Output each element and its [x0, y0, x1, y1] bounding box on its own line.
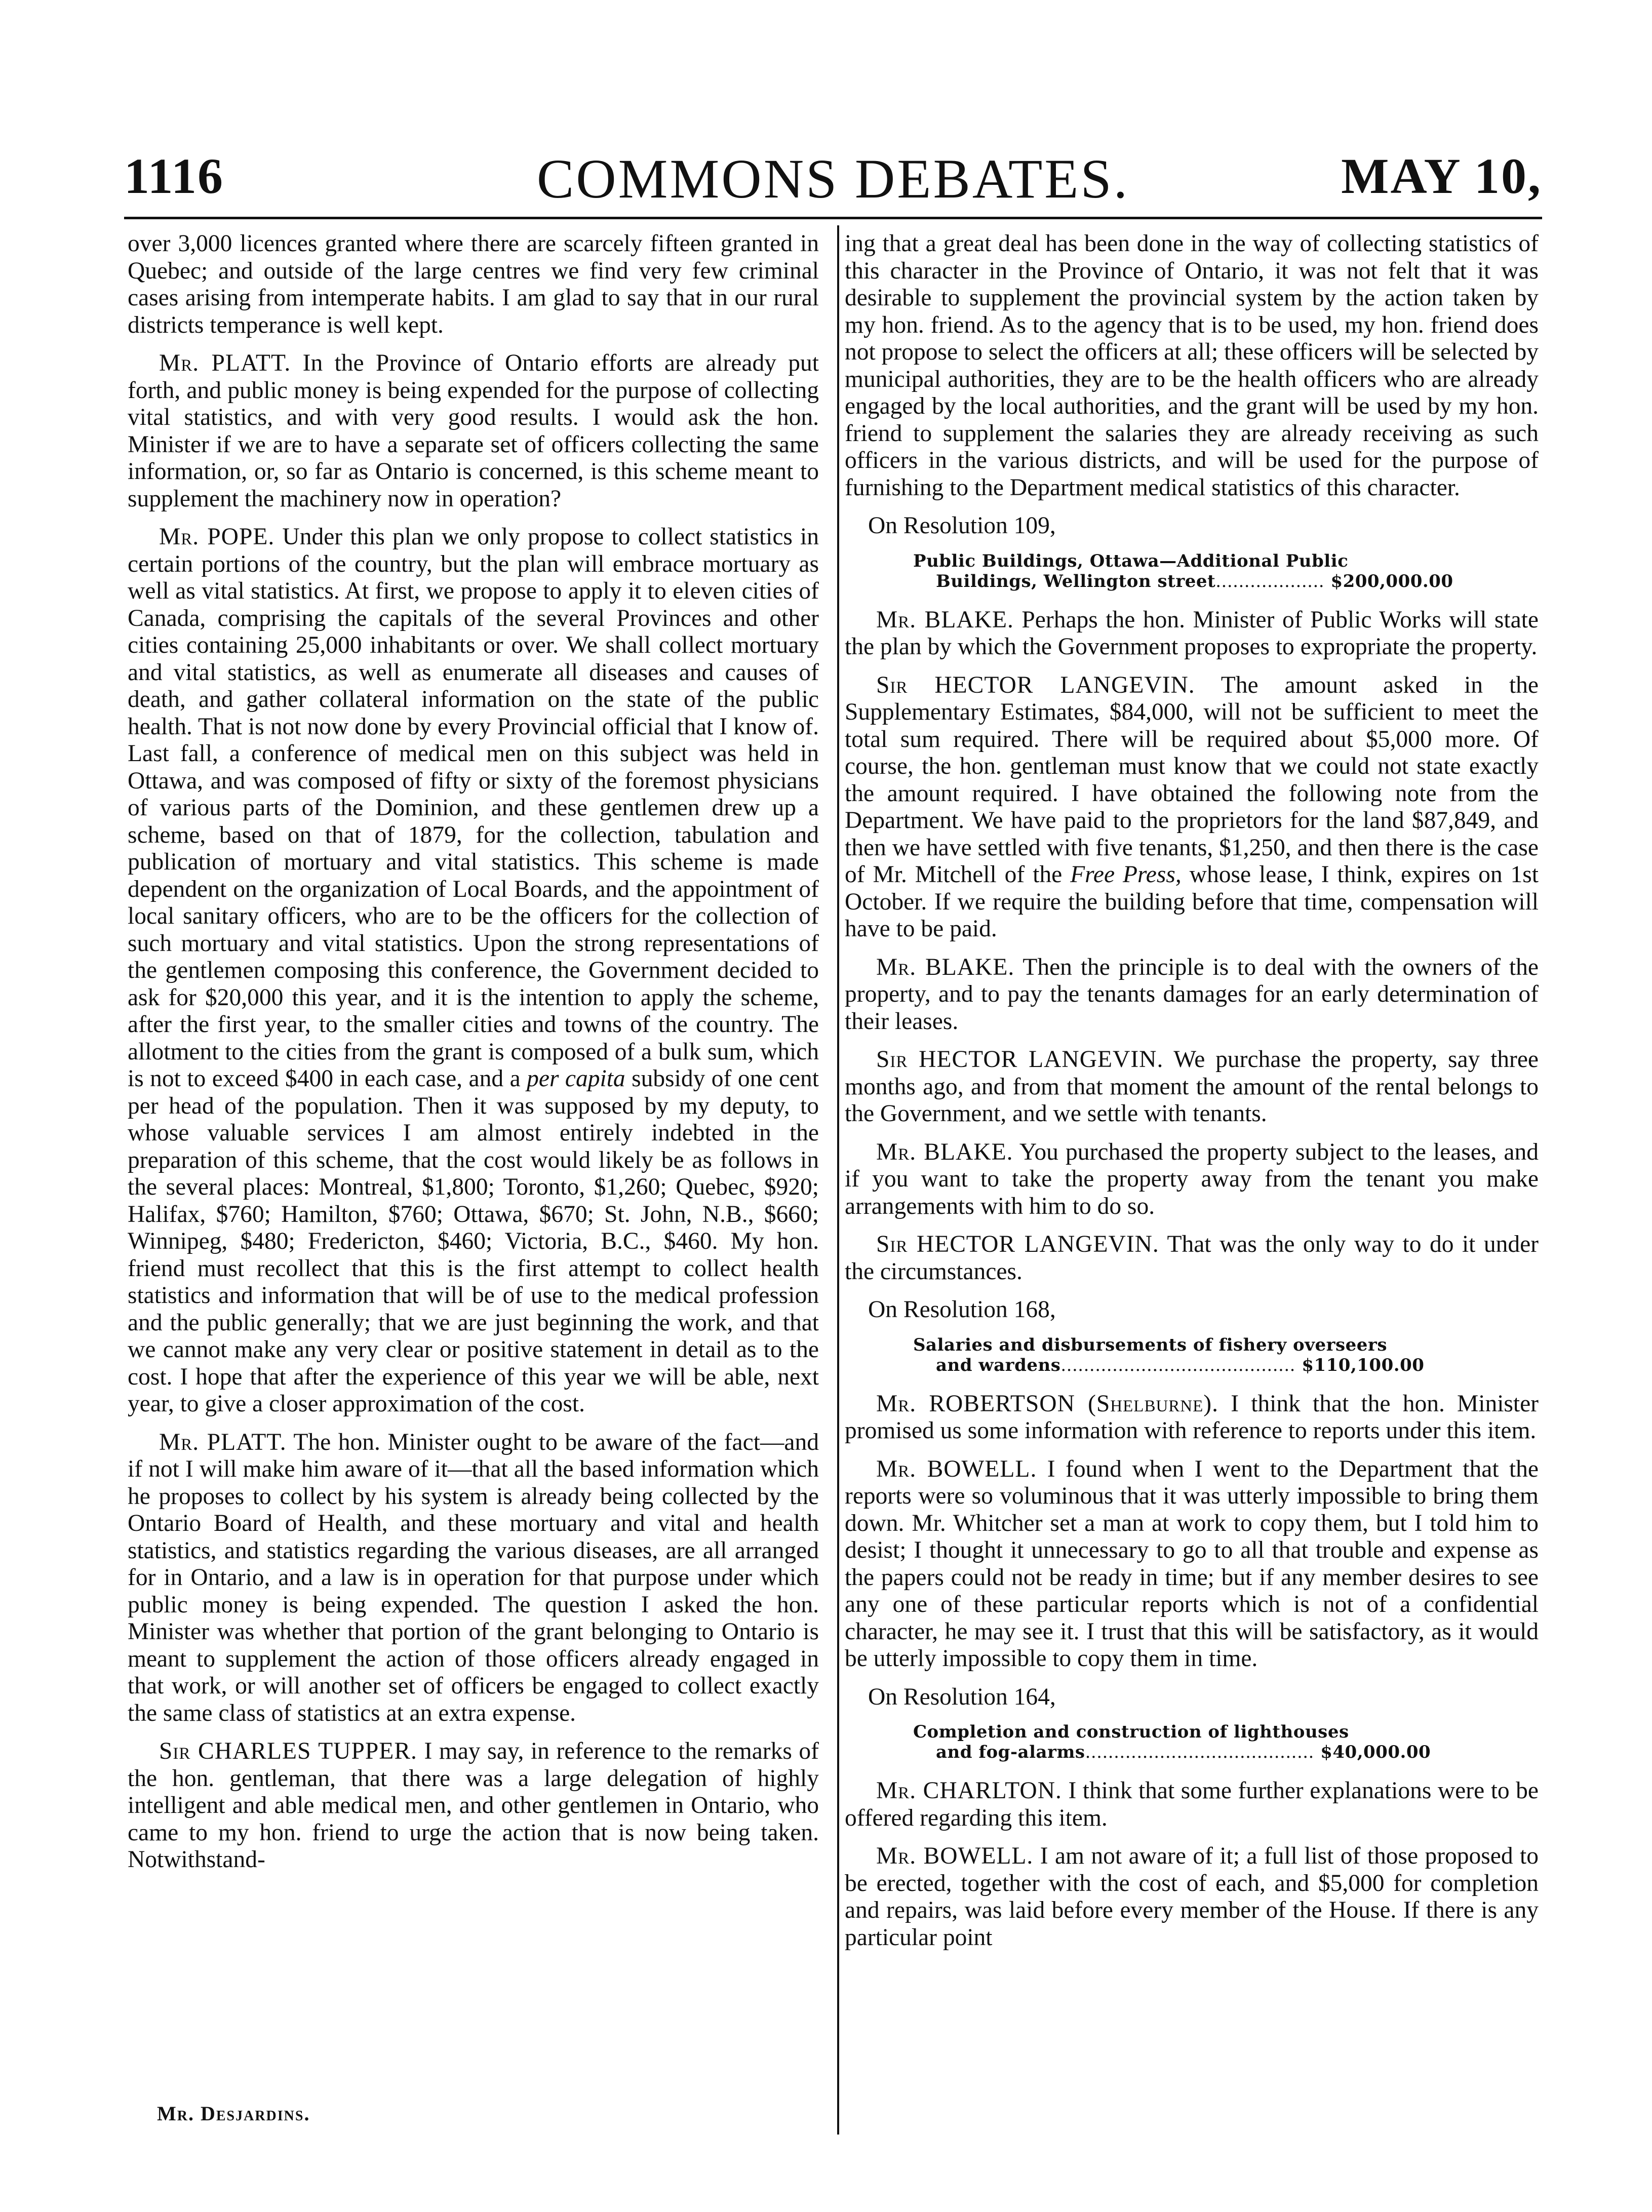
right-column: [845, 230, 1539, 1962]
speaker-name: Mr. BOWELL.: [876, 1455, 1037, 1482]
estimate-description: Completion and construction of lighthouses: [913, 1722, 1349, 1742]
paragraph-text: ing that a great deal has been done in the way of collecting statistics of this character in the Province of Ontario, it was not felt that it was desirable to supplement the provincial system by the action taken by my hon. friend. As to the agency that is to be used, my hon. friend does not propose to select the officers at all; these officers will be selected by municipal authorities, they are to be the health officers who are already engaged by the local authorities, and the grant will be used by my hon. friend to supplement the salaries they are already receiving as such officers in the various districts, and will be used for the purpose of furnishing to the Department medical statistics of this character.: [845, 230, 1539, 501]
speech-paragraph: [845, 1843, 1539, 1951]
speech-paragraph: [128, 524, 819, 1418]
speech-text: subsidy of one cent per head of the population. Then it was supposed by my deputy, to whose valuable services I am almost entirely indebted in the preparation of this scheme, that the cost would likely be as follows in the several places: Montreal, $1,800; Toronto, $1,260; Quebec, $920; Halifax, $760; Hamilton, $760; Ottawa, $670; St. John, N.B., $660; Winnipeg, $480; Fredericton, $460; Victoria, B.C., $460. My hon. friend must recollect that this is the first attempt to collect health statistics and information that will be of use to the medical profession and the public generally; that we are just beginning the work, and that we cannot make any very clear or positive statement in detail as to the cost. I hope that after the experience of this year we will be able, next year, to give a closer approximation of the cost.: [128, 1065, 819, 1417]
italic-term: Free Press,: [1070, 861, 1182, 888]
speaker-name: Mr. BLAKE.: [876, 954, 1015, 980]
speech-paragraph: [845, 1391, 1539, 1445]
page-number: 1116: [124, 148, 224, 204]
running-head: [124, 147, 1542, 213]
speaker-name: Mr. PLATT.: [159, 350, 291, 376]
speech-text: I think that some further explanations were to be offered regarding this item.: [845, 1778, 1539, 1831]
speech-paragraph: [845, 1456, 1539, 1673]
speech-text: Perhaps the hon. Minister of Public Works will state the plan by which the Government proposes to expropriate the property.: [845, 606, 1539, 660]
speech-text: I think that the hon. Minister promised us some information with reference to reports under this item.: [845, 1390, 1539, 1444]
speech-text: I found when I went to the Department that the reports were so voluminous that it was utterly impossible to bring them down. Mr. Whitcher set a man at work to copy them, but I told him to desist; I thought it unnecessary to go to all that trouble and expense as the papers could not be ready in time; but if any member desires to see any one of these particular reports which is not of a confidential character, he may see it. I trust that this will be satisfactory, as it would be utterly impossible to copy them in time.: [845, 1455, 1539, 1672]
estimate-item: [845, 1722, 1539, 1762]
resolution-heading: On Resolution 164,: [868, 1683, 1056, 1710]
speech-text: I may say, in reference to the remarks of the hon. gentleman, that there was a large delegation of highly intelligent and able medical men, and other gentlemen in Ontario, who came to my hon. friend to urge the action that is now being taken. Notwithstand-: [128, 1738, 819, 1873]
speech-text: I am not aware of it; a full list of those proposed to be erected, together with the cost of each, and $5,000 for completion and repairs, was laid before every member of the House. If there is any particular point: [845, 1843, 1539, 1951]
speech-paragraph: [845, 1778, 1539, 1832]
resolution-heading: On Resolution 109,: [868, 512, 1056, 539]
speech-text: You purchased the property subject to the leases, and if you want to take the property away from the tenant you make arrangements with him to do so.: [845, 1138, 1539, 1219]
speech-text: We purchase the property, say three months ago, and from that moment the amount of the rental belongs to the Government, and we settle with tenants.: [845, 1046, 1539, 1127]
footer-signature: Mr. Desjardins.: [157, 2102, 310, 2125]
speaker-name: Mr. BLAKE.: [876, 606, 1014, 633]
paragraph: [128, 230, 819, 339]
speech-paragraph: [128, 350, 819, 512]
estimate-item: [845, 1335, 1539, 1375]
estimate-description: Public Buildings, Ottawa—Additional Public: [913, 550, 1349, 571]
speech-text: The hon. Minister ought to be aware of the fact—and if not I will make him aware of it—that all the based information which he proposes to collect by his system is already being collected by the Ontario Board of Health, and these mortuary and vital and health statistics, and statistics regarding the various diseases, are all arranged for in Ontario, and a law is in operation for that purpose under which public money is being expended. The question I asked the hon. Minister was whether that portion of the grant belonging to Ontario is meant to supplement the action of those officers already engaged in that work, or will another set of officers be engaged to collect exactly the same class of statistics at an extra expense.: [128, 1429, 819, 1726]
speaker-name: Mr. PLATT.: [159, 1429, 287, 1455]
speech-paragraph: [845, 607, 1539, 661]
dot-leader: ........................................: [1085, 1742, 1314, 1762]
estimate-description: Salaries and disbursements of fishery overseers: [913, 1334, 1387, 1355]
speech-paragraph: [845, 1231, 1539, 1285]
issue-date: MAY 10,: [1341, 148, 1542, 204]
speech-text: Then the principle is to deal with the owners of the property, and to pay the tenants damages for an early determination of their leases.: [845, 954, 1539, 1035]
speech-text: The amount asked in the Supplementary Estimates, $84,000, will not be sufficient to meet the total sum required. There will be required about $5,000 more. Of course, the hon. gentleman must know that we could not state exactly the amount required. I have obtained the following note from the Department. We have paid to the proprietors for the land $87,849, and then we have settled with five tenants, $1,250, and then there is the case of Mr. Mitchell of the: [845, 672, 1539, 888]
speaker-name: Sir HECTOR LANGEVIN.: [876, 1046, 1164, 1073]
speech-text: Under this plan we only propose to collect statistics in certain portions of the country, but the plan will embrace mortuary as well as vital statistics. At first, we propose to apply it to eleven cities of Canada, comprising the capitals of the several Provinces and other cities containing 25,000 inhabitants or over. We shall collect mortuary and vital statistics, as well as enumerate all diseases and causes of death, and gather collateral information on the state of the public health. That is not now done by every Provincial official that I know of. Last fall, a conference of medical men on this subject was held in Ottawa, and was composed of fifty or sixty of the foremost physicians of various parts of the Dominion, and these gentlemen drew up a scheme, based on that of 1879, for the collection, tabulation and publication of mortuary and vital statistics. This scheme is made dependent on the organization of Local Boards, and the appointment of local sanitary officers, who are to be the officers for the collection of such mortuary and vital statistics. Upon the strong representations of the gentlemen composing this conference, the Government decided to ask for $20,000 this year, and it is the intention to apply the scheme, after the first year, to the smaller cities and towns of the country. The allotment to the cities from the grant is composed of a bulk sum, which is not to exceed $400 in each case, and a: [128, 524, 819, 1092]
speaker-name: Mr. BLAKE.: [876, 1138, 1013, 1165]
speech-paragraph: [845, 954, 1539, 1036]
publication-title: COMMONS DEBATES.: [536, 148, 1130, 210]
speaker-name: Mr. CHARLTON.: [876, 1778, 1062, 1804]
speech-paragraph: [128, 1429, 819, 1727]
estimate-amount: $110,100.00: [1302, 1355, 1425, 1375]
italic-term: per capita: [527, 1065, 625, 1092]
dot-leader: .........................................: [1060, 1355, 1295, 1375]
column-divider: [837, 225, 839, 2135]
speech-paragraph: [845, 672, 1539, 943]
speech-text: whose lease, I think, expires on 1st October. If we require the building before that time, compensation will have to be paid.: [845, 861, 1539, 942]
estimate-description: Buildings, Wellington street: [936, 571, 1216, 591]
speech-paragraph: [845, 1046, 1539, 1128]
paragraph-text: over 3,000 licences granted where there are scarcely fifteen granted in Quebec; and outside of the large centres we find very few criminal cases arising from intemperate habits. I am glad to say that in our rural districts temperance is well kept.: [128, 230, 819, 338]
estimate-description: and fog-alarms: [936, 1742, 1085, 1762]
speech-text: In the Province of Ontario efforts are already put forth, and public money is being expended for the purpose of collecting vital statistics, and with very good results. I would ask the hon. Minister if we are to have a separate set of officers collecting the same information, or, so far as Ontario is concerned, is this scheme meant to supplement the machinery now in operation?: [128, 350, 819, 512]
speaker-name: Sir CHARLES TUPPER.: [159, 1738, 417, 1764]
speaker-name: Mr. BOWELL.: [876, 1843, 1034, 1869]
speaker-name: Sir HECTOR LANGEVIN.: [876, 1231, 1159, 1257]
left-column: [128, 230, 819, 1885]
estimate-item: [845, 551, 1539, 591]
header-rule: [124, 217, 1542, 219]
estimate-amount: $40,000.00: [1320, 1742, 1431, 1762]
speech-text: That was the only way to do it under the circumstances.: [845, 1231, 1539, 1285]
dot-leader: ...................: [1215, 571, 1325, 591]
speech-paragraph: [845, 1139, 1539, 1220]
resolution-heading: On Resolution 168,: [868, 1296, 1056, 1323]
paragraph: [845, 230, 1539, 501]
estimate-amount: $200,000.00: [1330, 571, 1453, 591]
speaker-name: Mr. ROBERTSON (Shelburne).: [876, 1390, 1218, 1417]
estimate-description: and wardens: [936, 1355, 1061, 1375]
speaker-name: Sir HECTOR LANGEVIN.: [876, 672, 1195, 698]
speech-paragraph: [128, 1738, 819, 1874]
speaker-name: Mr. POPE.: [159, 524, 275, 550]
